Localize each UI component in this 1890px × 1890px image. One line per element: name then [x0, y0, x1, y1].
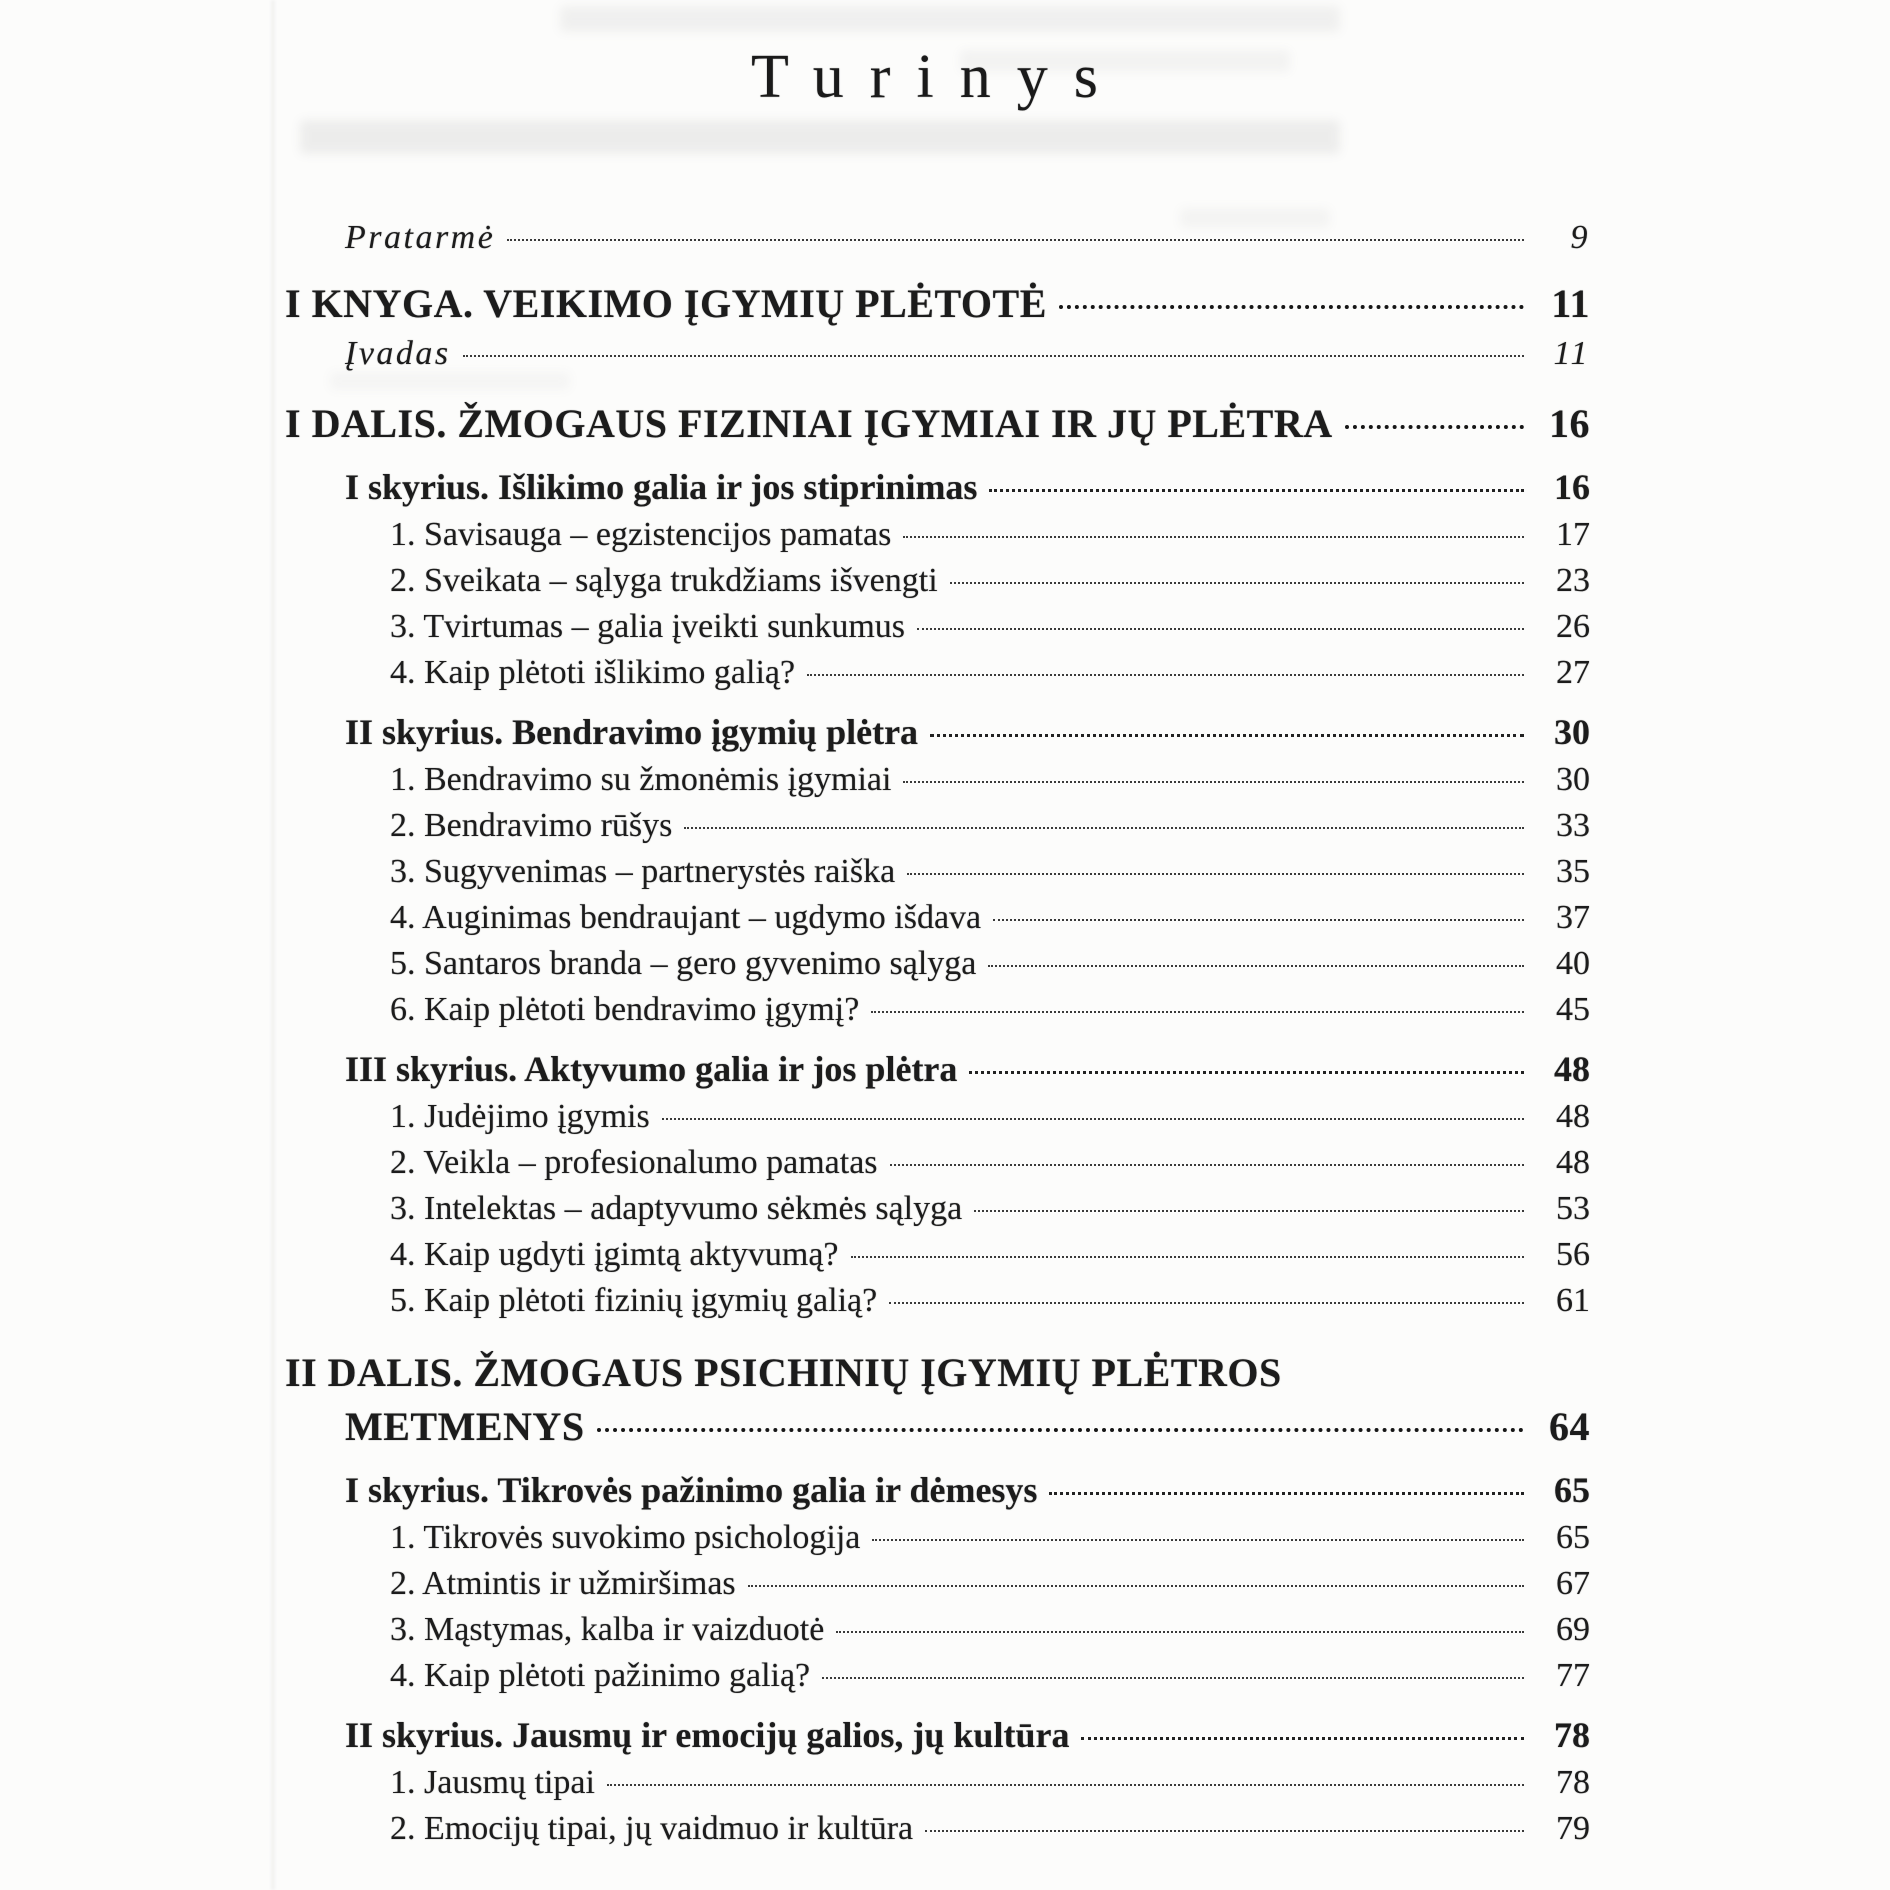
toc-entry-page: 56 [1556, 1236, 1590, 1273]
toc-entry-label: 4. Kaip plėtoti pažinimo galią? [390, 1657, 811, 1694]
dot-leader [950, 582, 1524, 584]
toc-entry-page: 78 [1556, 1764, 1590, 1801]
toc-entry-label: I DALIS. ŽMOGAUS FIZINIAI ĮGYMIAI IR JŲ PLĖTRA [285, 401, 1333, 446]
toc-entry [285, 397, 1590, 451]
toc-entry-page: 48 [1554, 1049, 1590, 1089]
toc-entry [285, 1346, 1590, 1400]
toc-entry-page: 65 [1556, 1519, 1590, 1556]
toc-entry [285, 941, 1590, 987]
toc-entry [285, 1607, 1590, 1653]
dot-leader [1345, 425, 1524, 429]
toc-entry [285, 757, 1590, 803]
toc-entry [285, 1232, 1590, 1278]
toc-entry-page: 16 [1554, 467, 1590, 507]
toc-entry [285, 331, 1590, 377]
toc-entry [285, 1515, 1590, 1561]
toc-entry-label: 4. Kaip ugdyti įgimtą aktyvumą? [390, 1236, 839, 1273]
toc-entry-label: 4. Kaip plėtoti išlikimo galią? [390, 654, 796, 691]
toc-entry-label: I KNYGA. VEIKIMO ĮGYMIŲ PLĖTOTĖ [285, 281, 1047, 326]
toc-entry-label: 2. Emocijų tipai, jų vaidmuo ir kultūra [390, 1810, 914, 1847]
toc-entry-page: 45 [1556, 991, 1590, 1028]
dot-leader [872, 1539, 1524, 1541]
toc-entry-page: 30 [1554, 712, 1590, 752]
dot-leader [836, 1631, 1524, 1633]
toc-entry-page: 79 [1556, 1810, 1590, 1847]
toc-entry [285, 803, 1590, 849]
toc-entry-label: Pratarmė [345, 219, 496, 256]
dot-leader [974, 1210, 1524, 1212]
toc-entry-label: I skyrius. Išlikimo galia ir jos stiprinimas [345, 467, 978, 507]
toc-entry [285, 1186, 1590, 1232]
toc-entry-label: 3. Intelektas – adaptyvumo sėkmės sąlyga [390, 1190, 963, 1227]
page-title: Turinys [751, 43, 1124, 111]
toc-entry-label: 5. Kaip plėtoti fizinių įgymių galią? [390, 1282, 878, 1319]
toc-entry [285, 558, 1590, 604]
toc-entry-label: 1. Bendravimo su žmonėmis įgymiai [390, 761, 892, 798]
toc-entry-label: 2. Sveikata – sąlyga trukdžiams išvengti [390, 562, 938, 599]
page-content [285, 0, 1590, 1852]
toc-entry [285, 849, 1590, 895]
toc-entry [285, 1278, 1590, 1324]
toc-entry-page: 77 [1556, 1657, 1590, 1694]
toc-entry-label: II skyrius. Bendravimo įgymių plėtra [345, 712, 919, 752]
dot-leader [930, 734, 1524, 737]
toc-entry-label: II DALIS. ŽMOGAUS PSICHINIŲ ĮGYMIŲ PLĖTROS [285, 1350, 1282, 1395]
toc-entry-label: 2. Atmintis ir užmiršimas [390, 1565, 736, 1602]
toc-entry-page: 23 [1556, 562, 1590, 599]
toc-entry-label: Įvadas [345, 335, 451, 372]
dot-leader [988, 965, 1524, 967]
toc-entry [285, 1561, 1590, 1607]
toc-entry [285, 987, 1590, 1033]
toc-entry [285, 215, 1590, 261]
dot-leader [871, 1011, 1524, 1013]
dot-leader [607, 1784, 1524, 1786]
toc-entry-label: METMENYS [345, 1404, 585, 1449]
dot-leader [684, 827, 1524, 829]
toc-entry [285, 707, 1590, 757]
toc-entry-label: II skyrius. Jausmų ir emocijų galios, jų kultūra [345, 1715, 1070, 1755]
toc-entry-page: 9 [1570, 219, 1590, 256]
toc-entry-page: 67 [1556, 1565, 1590, 1602]
dot-leader [1049, 1492, 1524, 1495]
dot-leader [903, 781, 1524, 783]
dot-leader [903, 536, 1524, 538]
dot-leader [890, 1164, 1524, 1166]
toc-entry-page: 33 [1556, 807, 1590, 844]
toc-entry [285, 1653, 1590, 1699]
toc-entry-label: 1. Jausmų tipai [390, 1764, 595, 1801]
toc-list [285, 215, 1590, 1852]
dot-leader [889, 1302, 1524, 1304]
dot-leader [748, 1585, 1524, 1587]
toc-entry-label: 2. Veikla – profesionalumo pamatas [390, 1144, 878, 1181]
toc-entry-page: 35 [1556, 853, 1590, 890]
dot-leader [907, 873, 1524, 875]
dot-leader [507, 239, 1524, 241]
dot-leader [662, 1118, 1524, 1120]
dot-leader [969, 1071, 1524, 1074]
dot-leader [807, 674, 1524, 676]
toc-entry-label: 3. Tvirtumas – galia įveikti sunkumus [390, 608, 905, 645]
toc-entry-label: III skyrius. Aktyvumo galia ir jos plėtra [345, 1049, 958, 1089]
toc-entry-page: 17 [1556, 516, 1590, 553]
toc-entry-page: 65 [1554, 1470, 1590, 1510]
toc-entry-page: 16 [1549, 401, 1590, 446]
toc-entry [285, 1465, 1590, 1515]
toc-entry [285, 512, 1590, 558]
toc-entry-page: 53 [1556, 1190, 1590, 1227]
toc-entry-page: 30 [1556, 761, 1590, 798]
toc-entry-label: I skyrius. Tikrovės pažinimo galia ir dėmesys [345, 1470, 1038, 1510]
toc-entry-page: 11 [1553, 335, 1590, 372]
toc-entry [285, 1400, 1590, 1454]
toc-entry-page: 11 [1551, 281, 1590, 326]
toc-entry [285, 604, 1590, 650]
toc-entry [285, 1806, 1590, 1852]
toc-entry [285, 895, 1590, 941]
dot-leader [989, 489, 1524, 492]
toc-entry-page: 48 [1556, 1144, 1590, 1181]
toc-entry-label: 4. Auginimas bendraujant – ugdymo išdava [390, 899, 982, 936]
dot-leader [1081, 1737, 1524, 1740]
dot-leader [917, 628, 1524, 630]
toc-entry-label: 1. Judėjimo įgymis [390, 1098, 650, 1135]
toc-entry-label: 5. Santaros branda – gero gyvenimo sąlyga [390, 945, 977, 982]
toc-entry-page: 69 [1556, 1611, 1590, 1648]
toc-entry [285, 650, 1590, 696]
dot-leader [822, 1677, 1524, 1679]
toc-entry [285, 1044, 1590, 1094]
toc-entry-label: 1. Tikrovės suvokimo psichologija [390, 1519, 861, 1556]
toc-entry-page: 61 [1556, 1282, 1590, 1319]
toc-entry-label: 3. Mąstymas, kalba ir vaizduotė [390, 1611, 825, 1648]
toc-entry-page: 40 [1556, 945, 1590, 982]
dot-leader [463, 355, 1524, 357]
toc-entry-label: 3. Sugyvenimas – partnerystės raiška [390, 853, 896, 890]
toc-entry-page: 27 [1556, 654, 1590, 691]
toc-entry-page: 64 [1549, 1404, 1590, 1449]
toc-entry [285, 1760, 1590, 1806]
toc-entry-page: 78 [1554, 1715, 1590, 1755]
toc-entry [285, 277, 1590, 331]
dot-leader [851, 1256, 1524, 1258]
toc-entry-page: 48 [1556, 1098, 1590, 1135]
toc-entry-page: 26 [1556, 608, 1590, 645]
toc-entry [285, 462, 1590, 512]
dot-leader [925, 1830, 1524, 1832]
dot-leader [597, 1428, 1524, 1432]
toc-entry-label: 6. Kaip plėtoti bendravimo įgymį? [390, 991, 860, 1028]
toc-entry [285, 1710, 1590, 1760]
toc-entry-label: 1. Savisauga – egzistencijos pamatas [390, 516, 892, 553]
dot-leader [993, 919, 1524, 921]
dot-leader [1059, 305, 1524, 309]
toc-entry-label: 2. Bendravimo rūšys [390, 807, 673, 844]
scan-gutter-shadow [272, 0, 275, 1890]
toc-entry [285, 1094, 1590, 1140]
toc-entry-page: 37 [1556, 899, 1590, 936]
toc-entry [285, 1140, 1590, 1186]
